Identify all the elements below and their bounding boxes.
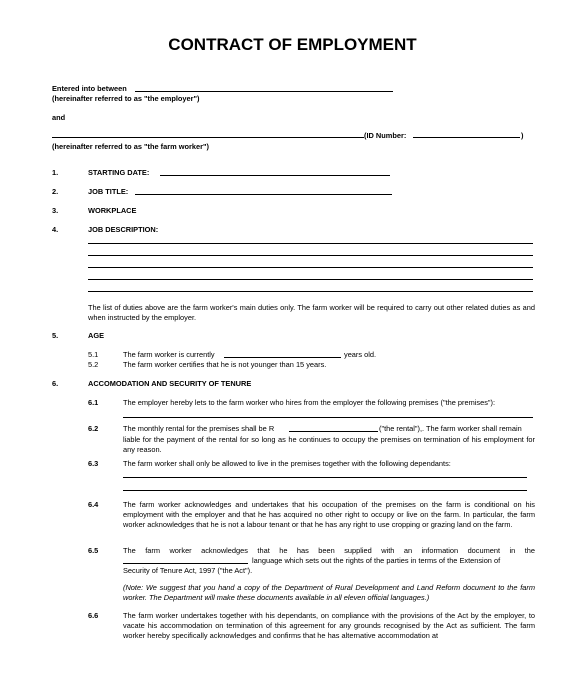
age-label: AGE bbox=[88, 331, 105, 340]
job-description-line-4[interactable] bbox=[88, 279, 533, 280]
job-description-line-2[interactable] bbox=[88, 255, 533, 256]
farm-worker-name-line[interactable] bbox=[52, 137, 364, 138]
clause-5-2-number: 5.2 bbox=[88, 360, 99, 369]
job-description-line-3[interactable] bbox=[88, 267, 533, 268]
id-close-paren: ) bbox=[521, 131, 524, 140]
clause-6-5-number: 6.5 bbox=[88, 546, 99, 555]
clause-6-4-text: The farm worker acknowledges and undertakes that his occupation of the premises on the farm is conditional on his employment with the employer and that he has acquired no other right to occupy or live on the farm. In particular, the farm worker acknowledges that he is not a labour tenant or that he has any right to use cropping or grazing land on the farm. bbox=[123, 500, 535, 530]
duties-note: The list of duties above are the farm worker's main duties only. The farm worker will be required to carry out other related duties as and when instructed by the employer. bbox=[88, 303, 535, 323]
job-description-line-5[interactable] bbox=[88, 291, 533, 292]
clause-6-5-note: (Note: We suggest that you hand a copy of the Department of Rural Development and Land Reform document to the farm worker. The Department will make these documents available in all eleven official languages.) bbox=[123, 583, 535, 603]
section-4-number: 4. bbox=[52, 225, 59, 234]
clause-6-1-text: The employer hereby lets to the farm worker who hires from the employer the following premises ("the premises"): bbox=[123, 398, 496, 407]
section-2-number: 2. bbox=[52, 187, 59, 196]
job-title-label: JOB TITLE: bbox=[88, 187, 129, 196]
farm-worker-reference: (hereinafter referred to as "the farm worker") bbox=[52, 142, 209, 151]
employer-name-line[interactable] bbox=[135, 91, 393, 92]
accommodation-label: ACCOMODATION AND SECURITY OF TENURE bbox=[88, 379, 252, 388]
clause-6-4-number: 6.4 bbox=[88, 500, 99, 509]
clause-6-6-number: 6.6 bbox=[88, 611, 99, 620]
clause-5-2-text: The farm worker certifies that he is not younger than 15 years. bbox=[123, 360, 327, 369]
clause-6-5-text-a: The farm worker acknowledges that he has been supplied with an information document in the bbox=[123, 546, 535, 555]
id-number-label: (ID Number: bbox=[364, 131, 407, 140]
starting-date-label: STARTING DATE: bbox=[88, 168, 150, 177]
clause-5-1-text: The farm worker is currently bbox=[123, 350, 215, 359]
clause-6-5-text-c: Security of Tenure Act, 1997 ("the Act"). bbox=[123, 566, 253, 575]
clause-6-3-number: 6.3 bbox=[88, 459, 99, 468]
clause-6-5-text-b: language which sets out the rights of the parties in terms of the Extension of bbox=[252, 556, 501, 565]
dependants-line-1[interactable] bbox=[123, 477, 527, 478]
section-5-number: 5. bbox=[52, 331, 59, 340]
section-3-number: 3. bbox=[52, 206, 59, 215]
clause-6-1-number: 6.1 bbox=[88, 398, 99, 407]
starting-date-line[interactable] bbox=[160, 175, 390, 176]
clause-6-2-text-a: The monthly rental for the premises shall be R bbox=[123, 424, 275, 433]
job-description-label: JOB DESCRIPTION: bbox=[88, 225, 159, 234]
entered-into-label: Entered into between bbox=[52, 84, 127, 93]
clause-6-2-number: 6.2 bbox=[88, 424, 99, 433]
section-1-number: 1. bbox=[52, 168, 59, 177]
clause-6-2-text-rest: liable for the payment of the rental for so long as he continues to occupy the premises on termination of his employment for any reason. bbox=[123, 435, 535, 455]
clause-5-1-suffix: years old. bbox=[344, 350, 377, 359]
clause-5-1-number: 5.1 bbox=[88, 350, 99, 359]
employer-reference: (hereinafter referred to as "the employer") bbox=[52, 94, 200, 103]
page-title: CONTRACT OF EMPLOYMENT bbox=[168, 35, 417, 54]
rental-amount-line[interactable] bbox=[289, 431, 378, 432]
clause-6-2-text-b: ("the rental"),. The farm worker shall remain bbox=[379, 424, 522, 433]
language-line[interactable] bbox=[123, 563, 248, 564]
clause-6-6-text: The farm worker undertakes together with his dependants, on compliance with the provisions of the Act by the employer, to vacate his accommodation on termination of this agreement for any grounds recognised by the Act as sufficient. The farm worker hereby specifically acknowledges and confirms that he has alternative accommodation at bbox=[123, 611, 535, 641]
and-label: and bbox=[52, 113, 66, 122]
id-number-line[interactable] bbox=[413, 137, 520, 138]
current-age-line[interactable] bbox=[224, 357, 341, 358]
section-6-number: 6. bbox=[52, 379, 59, 388]
clause-6-3-text: The farm worker shall only be allowed to live in the premises together with the following dependants: bbox=[123, 459, 451, 468]
dependants-line-2[interactable] bbox=[123, 490, 527, 491]
premises-line[interactable] bbox=[123, 417, 533, 418]
workplace-label: WORKPLACE bbox=[88, 206, 137, 215]
job-title-line[interactable] bbox=[135, 194, 392, 195]
job-description-line-1[interactable] bbox=[88, 243, 533, 244]
